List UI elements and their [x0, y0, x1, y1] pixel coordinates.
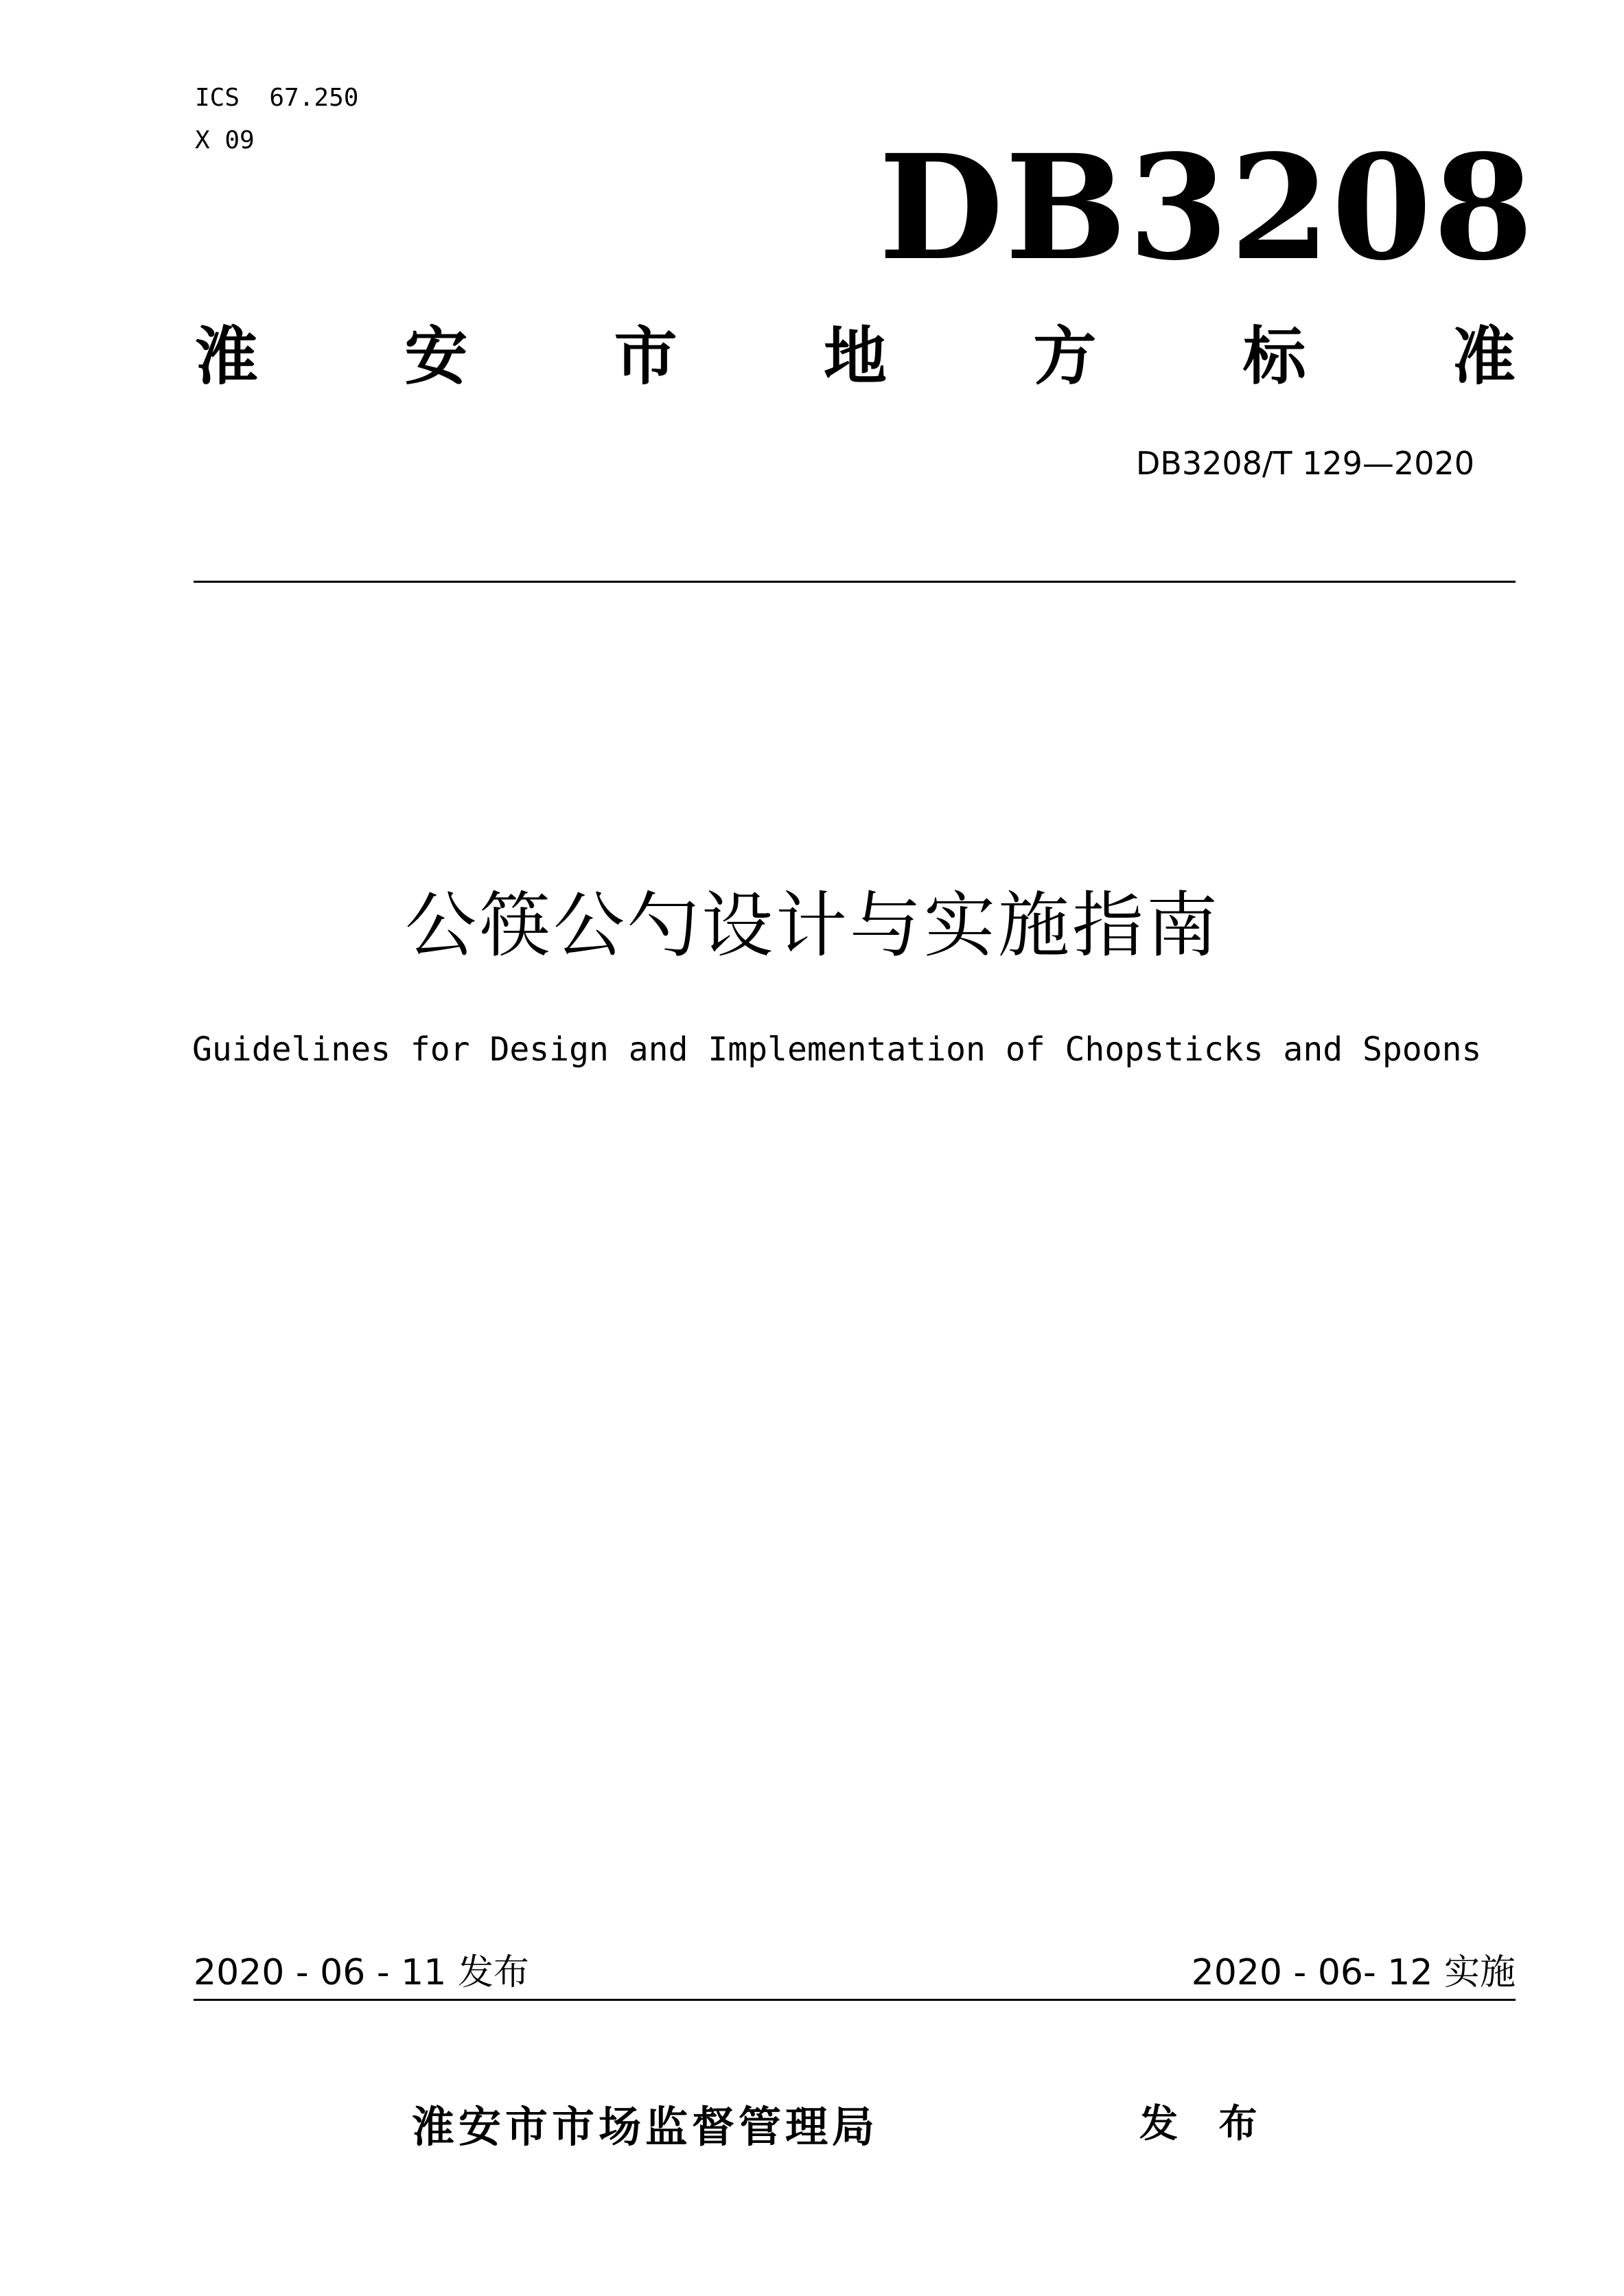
top-divider [194, 581, 1516, 583]
standard-number: DB3208/T 129—2020 [1135, 445, 1474, 482]
standard-kind-char: 标 [1242, 320, 1306, 393]
db-code-heading: DB3208 [879, 123, 1535, 292]
standard-kind-char: 方 [1033, 320, 1097, 393]
issue-label: 发 布 [1139, 2102, 1271, 2146]
ics-code: ICS 67.250 [195, 84, 359, 112]
issue-date: 2020 - 06 - 11 发布 [194, 1952, 529, 1993]
standard-kind-char: 准 [1452, 320, 1516, 393]
document-title-chinese: 公筷公勺设计与实施指南 [404, 883, 1220, 967]
implementation-date: 2020 - 06- 12 实施 [1191, 1952, 1516, 1993]
classification-code: X 09 [195, 126, 255, 154]
bottom-divider [194, 1999, 1516, 2001]
document-title-english: Guidelines for Design and Implementation of Chopsticks and Spoons [192, 1030, 1482, 1069]
standard-kind-char: 淮 [195, 320, 259, 393]
standard-kind-char: 地 [823, 320, 887, 393]
standard-kind-char: 市 [614, 320, 677, 393]
standard-kind-char: 安 [404, 320, 468, 393]
issuing-authority: 淮安市市场监督管理局 [412, 2102, 879, 2152]
standard-kind-heading [195, 316, 1516, 398]
